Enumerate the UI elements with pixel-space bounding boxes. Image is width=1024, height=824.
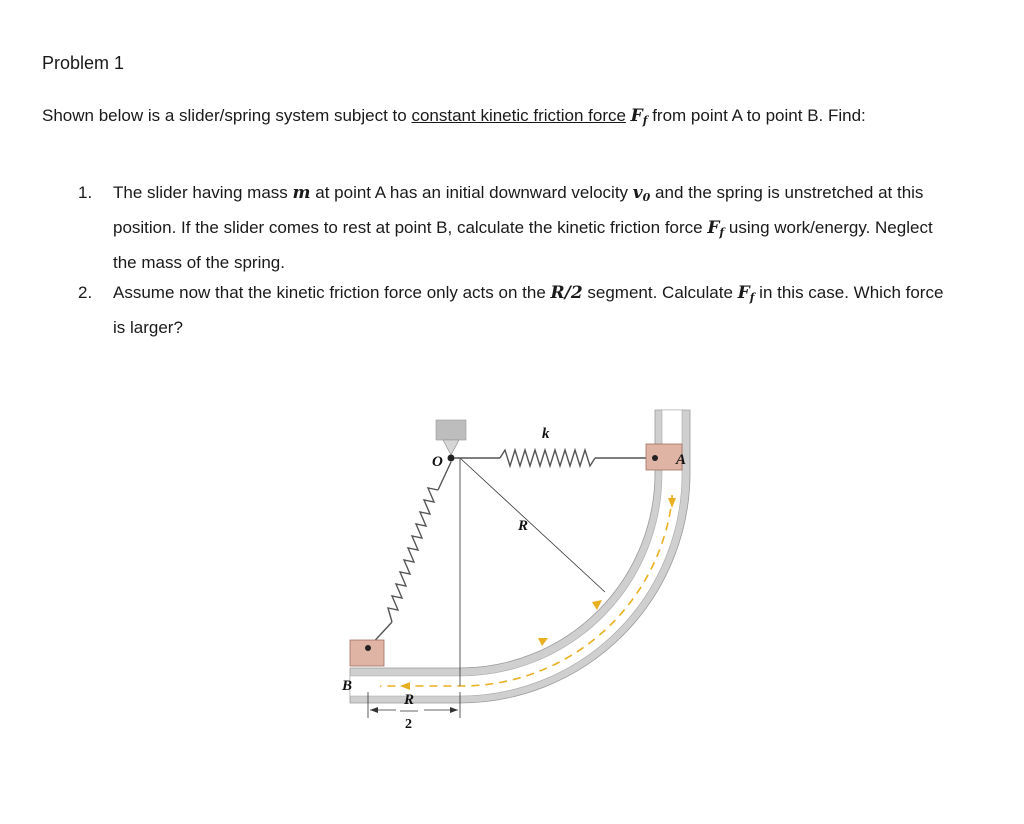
intro-text-start: Shown below is a slider/spring system subject to bbox=[42, 106, 412, 125]
mass-symbol: m bbox=[292, 183, 311, 203]
arrowhead bbox=[538, 638, 548, 646]
curved-track bbox=[350, 410, 690, 703]
force-subscript: f bbox=[719, 226, 725, 239]
velocity-subscript: 0 bbox=[642, 191, 651, 204]
intro-text-end: from point A to point B. Find: bbox=[647, 106, 866, 125]
point-label-B: B bbox=[342, 678, 353, 694]
problem-intro bbox=[42, 100, 962, 137]
question-text: The slider having mass bbox=[113, 183, 293, 202]
intro-underlined-phrase: constant kinetic friction force bbox=[411, 106, 626, 125]
force-letter: F bbox=[707, 218, 720, 238]
intro-force-subscript: f bbox=[642, 114, 648, 127]
intro-force-letter: F bbox=[630, 106, 643, 126]
spring-constant-label: k bbox=[542, 426, 550, 442]
force-symbol bbox=[738, 283, 755, 303]
half-radius-denominator: 2 bbox=[405, 717, 412, 732]
problem-title: Problem 1 bbox=[42, 53, 125, 73]
question-item-2 bbox=[78, 278, 948, 343]
point-label-A: A bbox=[676, 452, 687, 468]
spring-diagonal bbox=[368, 462, 451, 648]
radius-label: R bbox=[518, 518, 529, 534]
question-text: at point A has an initial downward velocity bbox=[310, 183, 633, 202]
force-subscript: f bbox=[749, 291, 755, 304]
half-radius-numerator: R bbox=[404, 692, 415, 708]
slider-at-B bbox=[350, 640, 384, 666]
velocity-symbol bbox=[633, 183, 651, 203]
question-number: 1. bbox=[78, 183, 93, 202]
force-letter: F bbox=[737, 283, 750, 303]
question-text: and the spring is unstretched at this position. If the slider comes to rest at point B, calculate the kinetic friction force bbox=[113, 183, 924, 237]
question-text: Assume now that the kinetic friction force only acts on the bbox=[113, 283, 551, 302]
spring-horizontal bbox=[454, 450, 660, 466]
velocity-letter: v bbox=[632, 183, 643, 203]
intro-force-symbol bbox=[631, 106, 648, 126]
pivot-label-O: O bbox=[432, 454, 443, 470]
question-list bbox=[78, 178, 948, 343]
radius-line bbox=[460, 458, 605, 592]
question-item-1 bbox=[78, 178, 948, 278]
question-text: in this case. Which force is larger? bbox=[113, 283, 944, 337]
segment-symbol: R/2 bbox=[550, 283, 583, 303]
slider-spring-figure bbox=[320, 400, 720, 740]
question-number: 2. bbox=[78, 283, 93, 302]
force-symbol bbox=[707, 218, 724, 238]
question-text: segment. Calculate bbox=[582, 283, 738, 302]
question-text: using work/energy. Neglect the mass of the spring. bbox=[113, 218, 933, 272]
